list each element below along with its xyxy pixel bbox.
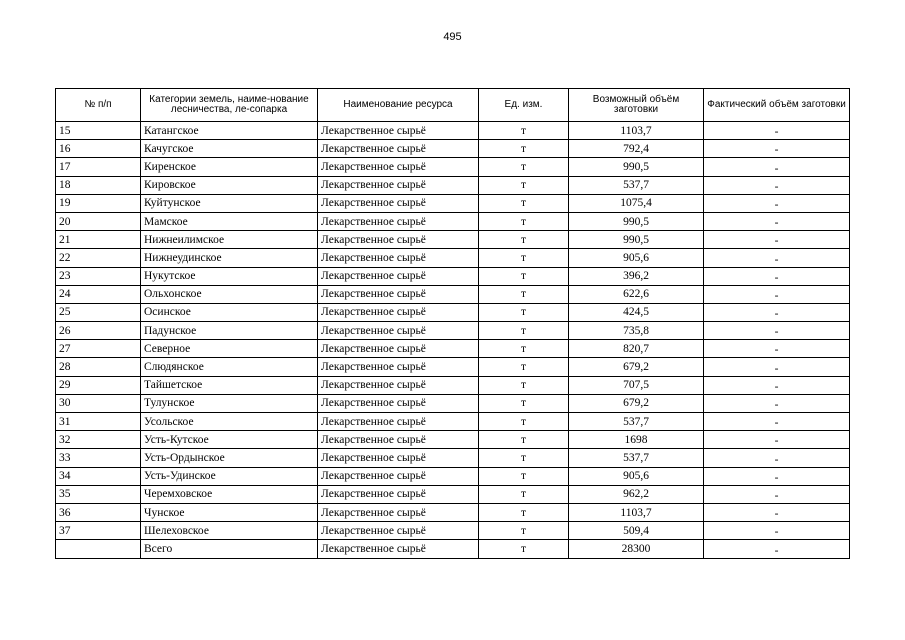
actual-volume-cell: - xyxy=(704,358,850,376)
possible-volume-cell: 1075,4 xyxy=(569,194,704,212)
row-number-cell: 26 xyxy=(56,322,141,340)
resource-name-cell: Лекарственное сырьё xyxy=(318,212,479,230)
forestry-name-cell: Осинское xyxy=(141,303,318,321)
forestry-name-cell: Ольхонское xyxy=(141,285,318,303)
header-row xyxy=(56,89,850,122)
resource-name-cell: Лекарственное сырьё xyxy=(318,522,479,540)
row-number-cell: 19 xyxy=(56,194,141,212)
possible-volume-cell: 679,2 xyxy=(569,358,704,376)
table-row xyxy=(56,358,850,376)
possible-volume-cell: 962,2 xyxy=(569,485,704,503)
possible-volume-cell: 905,6 xyxy=(569,467,704,485)
table-row xyxy=(56,267,850,285)
forestry-name-cell: Мамское xyxy=(141,212,318,230)
row-number-cell: 18 xyxy=(56,176,141,194)
forestry-name-cell: Кировское xyxy=(141,176,318,194)
forestry-name-cell: Черемховское xyxy=(141,485,318,503)
forestry-name-cell: Нижнеилимское xyxy=(141,231,318,249)
row-number-cell: 33 xyxy=(56,449,141,467)
possible-volume-cell: 424,5 xyxy=(569,303,704,321)
actual-volume-cell: - xyxy=(704,431,850,449)
unit-cell: т xyxy=(479,340,569,358)
possible-volume-cell: 622,6 xyxy=(569,285,704,303)
resource-name-cell: Лекарственное сырьё xyxy=(318,285,479,303)
header-unit: Ед. изм. xyxy=(479,89,569,122)
actual-volume-cell: - xyxy=(704,322,850,340)
table-body xyxy=(56,122,850,559)
forestry-name-cell: Слюдянское xyxy=(141,358,318,376)
resource-name-cell: Лекарственное сырьё xyxy=(318,358,479,376)
actual-volume-cell: - xyxy=(704,140,850,158)
header-number: № п/п xyxy=(56,89,141,122)
resource-name-cell: Лекарственное сырьё xyxy=(318,249,479,267)
row-number-cell: 34 xyxy=(56,467,141,485)
forestry-name-cell: Шелеховское xyxy=(141,522,318,540)
forestry-name-cell: Тайшетское xyxy=(141,376,318,394)
table-row xyxy=(56,249,850,267)
actual-volume-cell: - xyxy=(704,467,850,485)
row-number-cell: 16 xyxy=(56,140,141,158)
resource-name-cell: Лекарственное сырьё xyxy=(318,485,479,503)
resource-name-cell: Лекарственное сырьё xyxy=(318,303,479,321)
forestry-name-cell: Нукутское xyxy=(141,267,318,285)
row-number-cell: 35 xyxy=(56,485,141,503)
table-row xyxy=(56,122,850,140)
forestry-name-cell: Чунское xyxy=(141,503,318,521)
possible-volume-cell: 537,7 xyxy=(569,449,704,467)
forestry-name-cell: Куйтунское xyxy=(141,194,318,212)
actual-volume-cell: - xyxy=(704,158,850,176)
row-number-cell: 32 xyxy=(56,431,141,449)
possible-volume-cell: 537,7 xyxy=(569,413,704,431)
forestry-name-cell: Падунское xyxy=(141,322,318,340)
unit-cell: т xyxy=(479,413,569,431)
possible-volume-cell: 990,5 xyxy=(569,158,704,176)
possible-volume-cell: 735,8 xyxy=(569,322,704,340)
resource-name-cell: Лекарственное сырьё xyxy=(318,176,479,194)
forestry-name-cell: Катангское xyxy=(141,122,318,140)
unit-cell: т xyxy=(479,140,569,158)
unit-cell: т xyxy=(479,467,569,485)
forestry-name-cell: Тулунское xyxy=(141,394,318,412)
table-row xyxy=(56,158,850,176)
unit-cell: т xyxy=(479,522,569,540)
actual-volume-cell: - xyxy=(704,540,850,558)
unit-cell: т xyxy=(479,285,569,303)
table-row xyxy=(56,140,850,158)
table-row xyxy=(56,176,850,194)
header-land-category: Категории земель, наиме-нование лесничества, ле-сопарка xyxy=(141,89,318,122)
row-number-cell: 29 xyxy=(56,376,141,394)
actual-volume-cell: - xyxy=(704,340,850,358)
unit-cell: т xyxy=(479,376,569,394)
row-number-cell: 37 xyxy=(56,522,141,540)
actual-volume-cell: - xyxy=(704,212,850,230)
table-row xyxy=(56,413,850,431)
row-number-cell: 27 xyxy=(56,340,141,358)
row-number-cell xyxy=(56,540,141,558)
actual-volume-cell: - xyxy=(704,231,850,249)
possible-volume-cell: 396,2 xyxy=(569,267,704,285)
unit-cell: т xyxy=(479,267,569,285)
resource-name-cell: Лекарственное сырьё xyxy=(318,340,479,358)
unit-cell: т xyxy=(479,249,569,267)
actual-volume-cell: - xyxy=(704,503,850,521)
possible-volume-cell: 905,6 xyxy=(569,249,704,267)
forestry-name-cell: Усть-Удинское xyxy=(141,467,318,485)
resource-name-cell: Лекарственное сырьё xyxy=(318,267,479,285)
possible-volume-cell: 707,5 xyxy=(569,376,704,394)
table-row xyxy=(56,485,850,503)
header-resource-name: Наименование ресурса xyxy=(318,89,479,122)
resource-name-cell: Лекарственное сырьё xyxy=(318,394,479,412)
unit-cell: т xyxy=(479,394,569,412)
forestry-name-cell: Усть-Ордынское xyxy=(141,449,318,467)
resource-name-cell: Лекарственное сырьё xyxy=(318,158,479,176)
row-number-cell: 22 xyxy=(56,249,141,267)
possible-volume-cell: 509,4 xyxy=(569,522,704,540)
resource-name-cell: Лекарственное сырьё xyxy=(318,431,479,449)
table-row xyxy=(56,303,850,321)
unit-cell: т xyxy=(479,540,569,558)
forestry-name-cell: Качугское xyxy=(141,140,318,158)
unit-cell: т xyxy=(479,322,569,340)
actual-volume-cell: - xyxy=(704,376,850,394)
header-possible-volume: Возможный объём заготовки xyxy=(569,89,704,122)
actual-volume-cell: - xyxy=(704,303,850,321)
forestry-name-cell: Киренское xyxy=(141,158,318,176)
unit-cell: т xyxy=(479,431,569,449)
actual-volume-cell: - xyxy=(704,522,850,540)
table-row xyxy=(56,467,850,485)
possible-volume-cell: 679,2 xyxy=(569,394,704,412)
header-actual-volume: Фактический объём заготовки xyxy=(704,89,850,122)
forestry-name-cell: Усть-Кутское xyxy=(141,431,318,449)
row-number-cell: 17 xyxy=(56,158,141,176)
resource-name-cell: Лекарственное сырьё xyxy=(318,503,479,521)
possible-volume-cell: 792,4 xyxy=(569,140,704,158)
table-row xyxy=(56,376,850,394)
possible-volume-cell: 28300 xyxy=(569,540,704,558)
resource-name-cell: Лекарственное сырьё xyxy=(318,449,479,467)
row-number-cell: 20 xyxy=(56,212,141,230)
table-row xyxy=(56,322,850,340)
possible-volume-cell: 820,7 xyxy=(569,340,704,358)
possible-volume-cell: 1103,7 xyxy=(569,503,704,521)
actual-volume-cell: - xyxy=(704,194,850,212)
row-number-cell: 24 xyxy=(56,285,141,303)
resource-name-cell: Лекарственное сырьё xyxy=(318,140,479,158)
actual-volume-cell: - xyxy=(704,122,850,140)
unit-cell: т xyxy=(479,158,569,176)
unit-cell: т xyxy=(479,212,569,230)
resource-name-cell: Лекарственное сырьё xyxy=(318,540,479,558)
possible-volume-cell: 990,5 xyxy=(569,212,704,230)
possible-volume-cell: 1103,7 xyxy=(569,122,704,140)
resource-table xyxy=(55,88,850,559)
forestry-name-cell: Всего xyxy=(141,540,318,558)
actual-volume-cell: - xyxy=(704,413,850,431)
unit-cell: т xyxy=(479,176,569,194)
actual-volume-cell: - xyxy=(704,267,850,285)
resource-name-cell: Лекарственное сырьё xyxy=(318,122,479,140)
actual-volume-cell: - xyxy=(704,394,850,412)
resource-name-cell: Лекарственное сырьё xyxy=(318,231,479,249)
row-number-cell: 30 xyxy=(56,394,141,412)
table-row xyxy=(56,431,850,449)
forestry-name-cell: Нижнеудинское xyxy=(141,249,318,267)
table-row xyxy=(56,231,850,249)
unit-cell: т xyxy=(479,122,569,140)
actual-volume-cell: - xyxy=(704,449,850,467)
table-row xyxy=(56,394,850,412)
unit-cell: т xyxy=(479,485,569,503)
table-row xyxy=(56,212,850,230)
unit-cell: т xyxy=(479,231,569,249)
table-row xyxy=(56,285,850,303)
possible-volume-cell: 990,5 xyxy=(569,231,704,249)
page-number: 495 xyxy=(443,31,462,43)
actual-volume-cell: - xyxy=(704,285,850,303)
actual-volume-cell: - xyxy=(704,249,850,267)
unit-cell: т xyxy=(479,358,569,376)
forestry-name-cell: Северное xyxy=(141,340,318,358)
table-row xyxy=(56,522,850,540)
resource-name-cell: Лекарственное сырьё xyxy=(318,322,479,340)
unit-cell: т xyxy=(479,303,569,321)
unit-cell: т xyxy=(479,194,569,212)
row-number-cell: 15 xyxy=(56,122,141,140)
actual-volume-cell: - xyxy=(704,485,850,503)
table-row xyxy=(56,540,850,558)
unit-cell: т xyxy=(479,503,569,521)
resource-name-cell: Лекарственное сырьё xyxy=(318,194,479,212)
resource-name-cell: Лекарственное сырьё xyxy=(318,376,479,394)
table-row xyxy=(56,449,850,467)
row-number-cell: 28 xyxy=(56,358,141,376)
possible-volume-cell: 1698 xyxy=(569,431,704,449)
row-number-cell: 31 xyxy=(56,413,141,431)
unit-cell: т xyxy=(479,449,569,467)
actual-volume-cell: - xyxy=(704,176,850,194)
table-row xyxy=(56,194,850,212)
row-number-cell: 23 xyxy=(56,267,141,285)
resource-name-cell: Лекарственное сырьё xyxy=(318,413,479,431)
possible-volume-cell: 537,7 xyxy=(569,176,704,194)
forestry-name-cell: Усольское xyxy=(141,413,318,431)
table-row xyxy=(56,340,850,358)
table-row xyxy=(56,503,850,521)
resource-name-cell: Лекарственное сырьё xyxy=(318,467,479,485)
row-number-cell: 21 xyxy=(56,231,141,249)
row-number-cell: 36 xyxy=(56,503,141,521)
row-number-cell: 25 xyxy=(56,303,141,321)
